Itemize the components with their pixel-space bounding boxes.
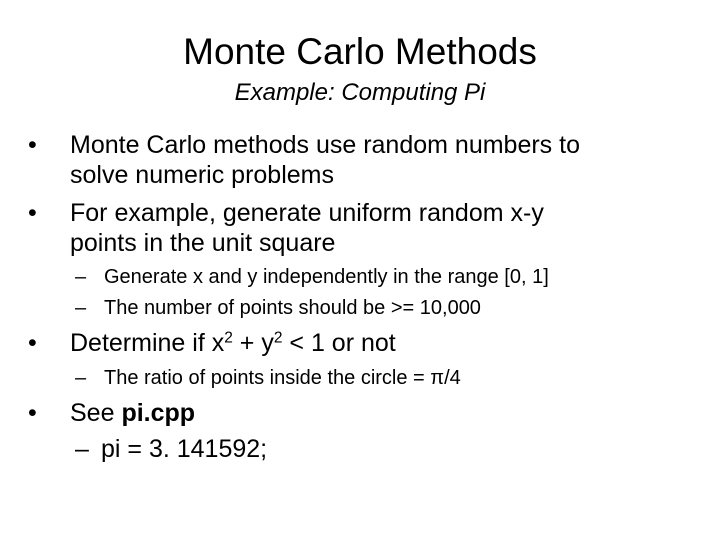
bullet-1-line-2: solve numeric problems — [70, 161, 334, 189]
bullet-1-line-1: Monte Carlo methods use random numbers to — [70, 131, 580, 159]
bullet-3-text-mid: + y — [232, 329, 274, 357]
bullet-2-sub-1: Generate x and y independently in the range [0, 1] — [104, 266, 549, 288]
bullet-3-exponent-x: 2 — [224, 329, 233, 347]
bullet-2-line-2: points in the unit square — [70, 229, 336, 257]
bullet-3-line-1 — [70, 328, 396, 358]
slide-title: Monte Carlo Methods — [183, 31, 537, 72]
bullet-4-filename: pi.cpp — [121, 399, 196, 427]
bullet-3-sub-1: The ratio of points inside the circle = π/4 — [104, 367, 461, 389]
bullet-2-sub-2: The number of points should be >= 10,000 — [104, 297, 481, 319]
bullet-3-text-post: < 1 or not — [282, 329, 396, 357]
bullet-2-line-1: For example, generate uniform random x-y — [70, 199, 544, 227]
sub-bullet-dash: – — [75, 297, 87, 319]
bullet-4-text: See — [70, 399, 122, 427]
bullet-4-line-1 — [70, 398, 195, 428]
sub-bullet-dash: – — [75, 435, 89, 463]
bullet-marker: • — [28, 399, 37, 427]
sub-bullet-dash: – — [75, 266, 87, 288]
bullet-marker: • — [28, 131, 37, 159]
bullet-marker: • — [28, 199, 37, 227]
bullet-marker: • — [28, 329, 37, 357]
sub-bullet-dash: – — [75, 367, 87, 389]
bullet-4-sub-1: pi = 3. 141592; — [101, 435, 268, 463]
slide-subtitle: Example: Computing Pi — [234, 79, 486, 106]
bullet-3-exponent-y: 2 — [273, 329, 283, 347]
bullet-3-text-pre: Determine if x — [70, 329, 225, 357]
